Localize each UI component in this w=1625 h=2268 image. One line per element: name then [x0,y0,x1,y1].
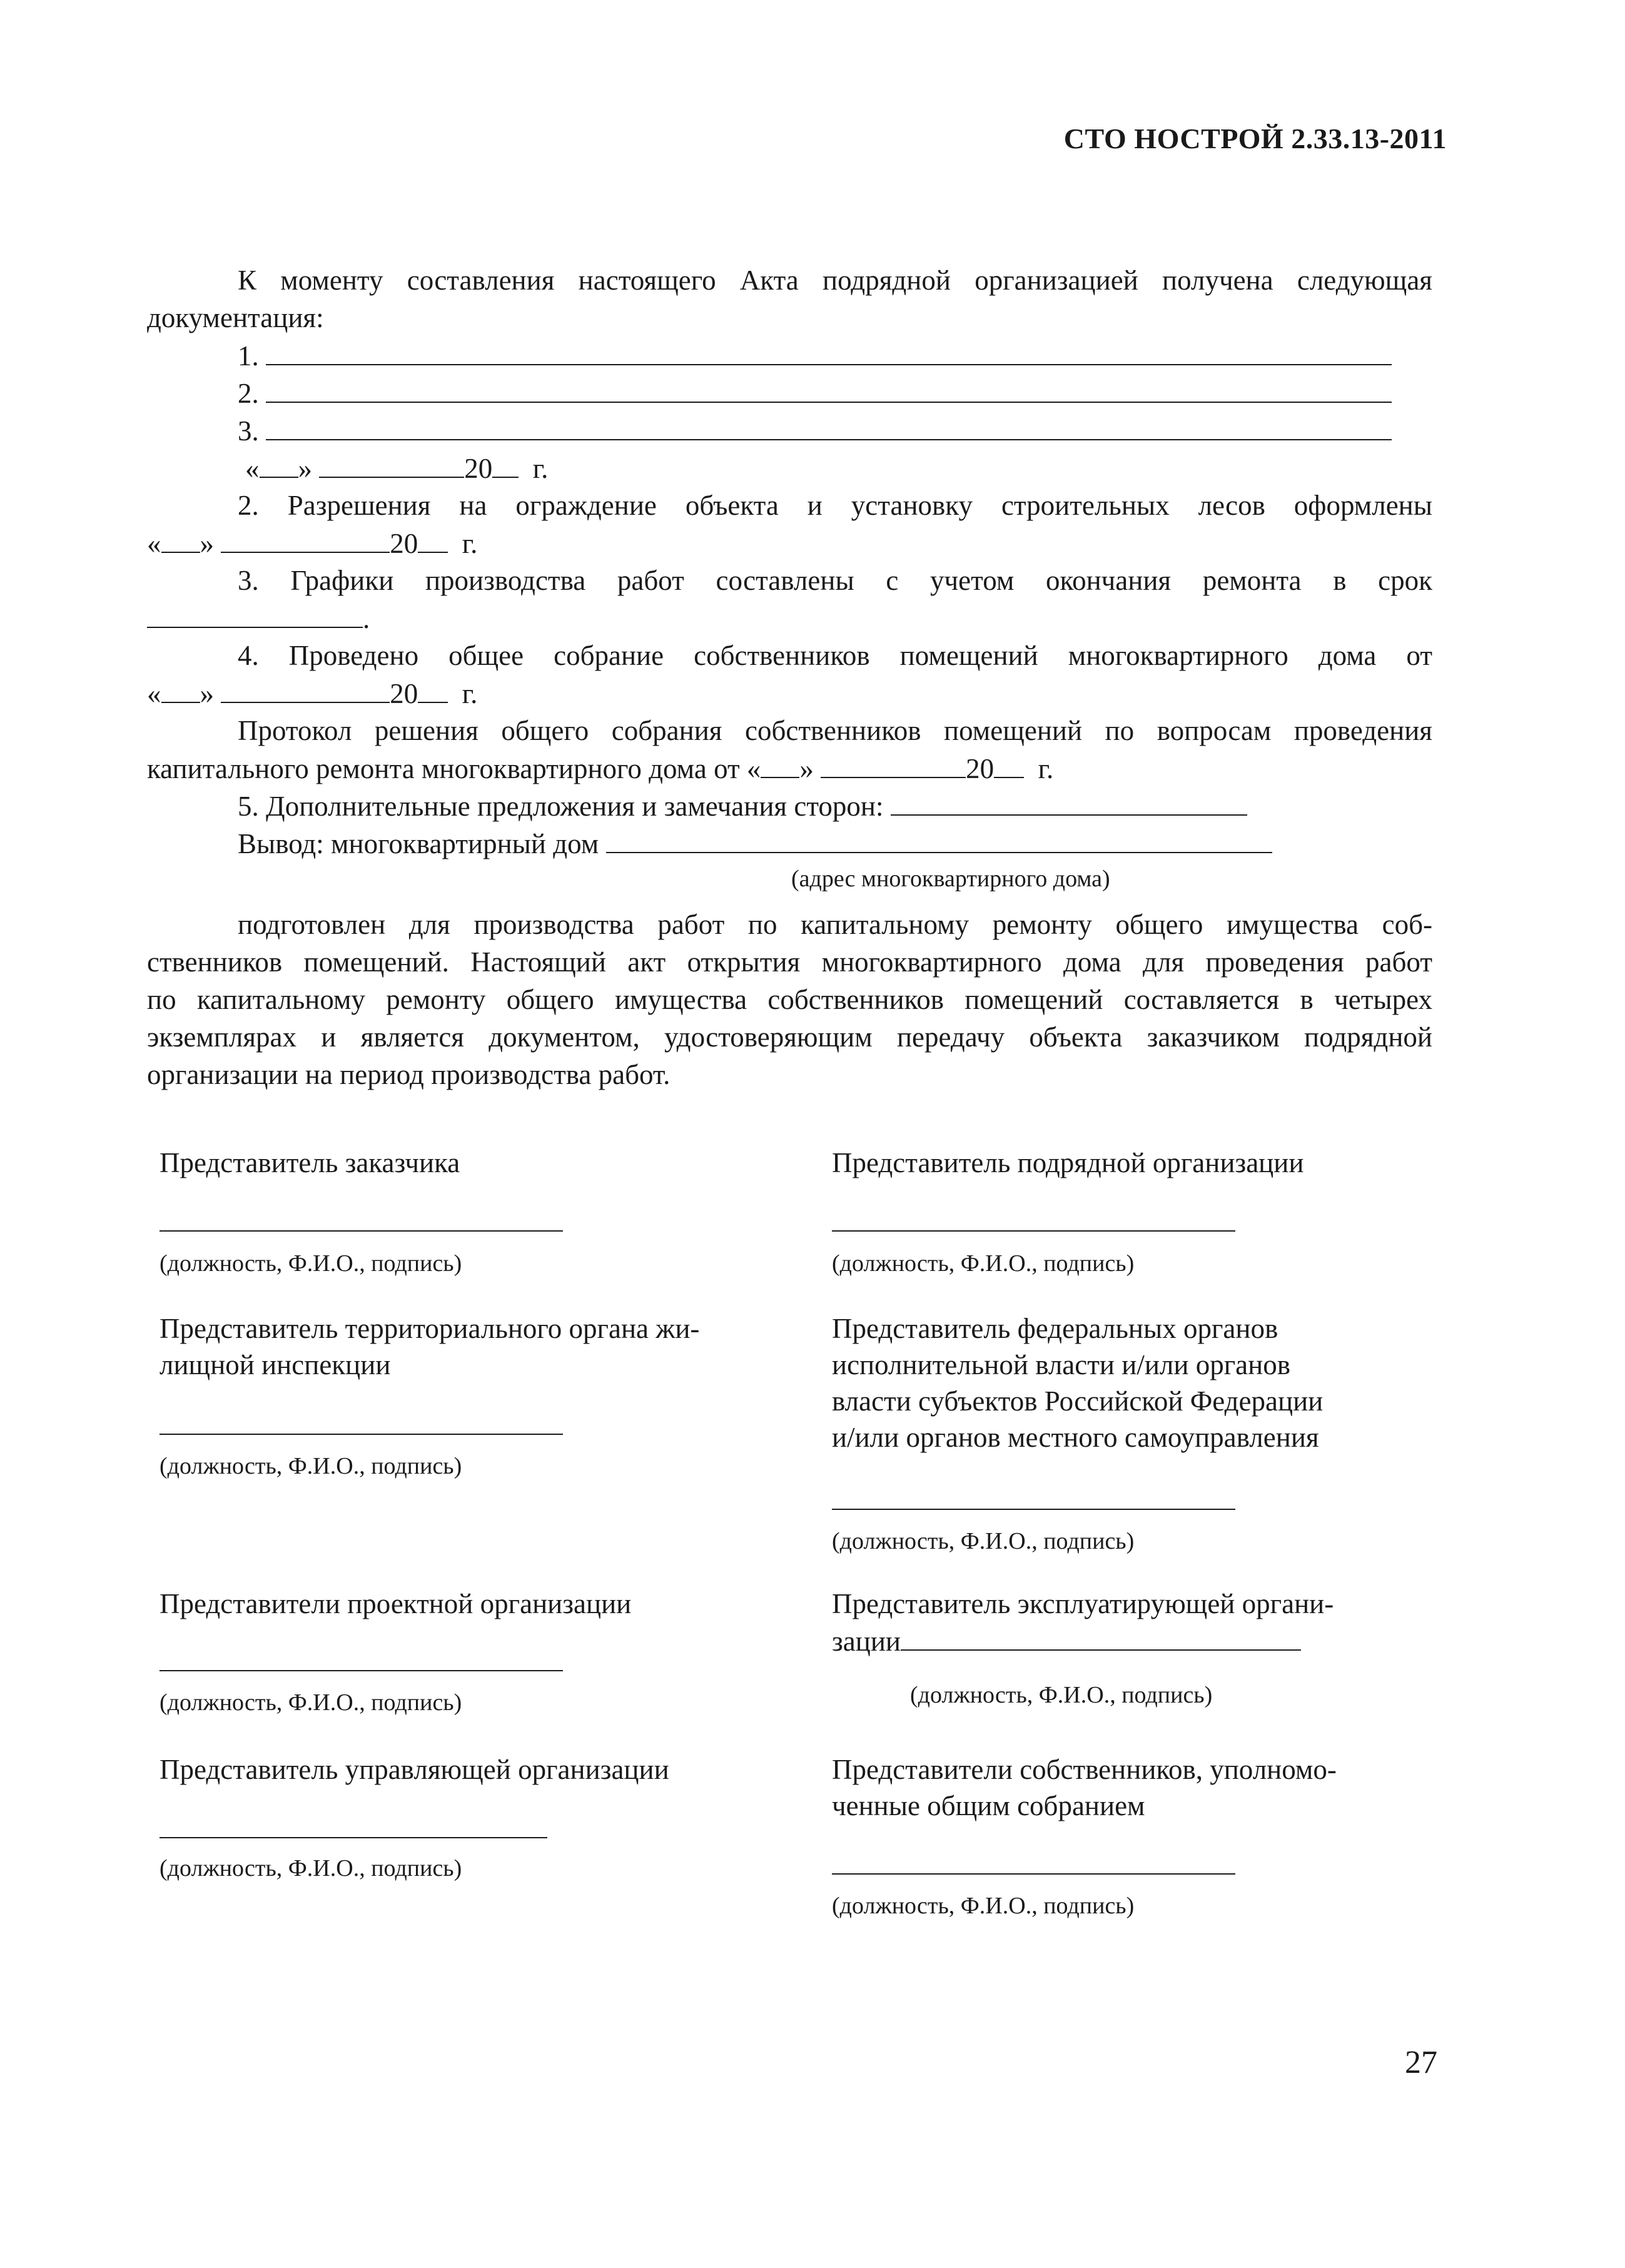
sig-operating-line-2-row [832,1622,1334,1659]
year-prefix: 20 [966,753,995,784]
doc-item-1 [238,337,1392,375]
remarks-blank[interactable] [891,787,1247,816]
sig-inspection-label [159,1310,699,1383]
year-blank[interactable] [994,749,1024,778]
sig-design-caption: (должность, Ф.И.О., подпись) [159,1689,462,1716]
protocol-text: капитального ремонта многоквартирного дома от [147,753,740,784]
sig-federal-label [832,1310,1323,1455]
protocol-line-2 [147,749,1053,787]
doc-item-blank[interactable] [266,374,1392,403]
year-prefix: 20 [390,528,418,559]
year-prefix: 20 [464,453,493,484]
sig-inspection-line-2: лищной инспекции [159,1349,391,1380]
month-blank[interactable] [821,749,966,778]
remarks-label: 5. Дополнительные предложения и замечания сторон: [238,791,884,822]
meeting-line-1: 4. Проведено общее собрание собственников помещений многоквартирного дома от [238,640,1432,671]
date-line-2 [147,524,477,562]
quote-close: » [200,678,214,709]
year-blank[interactable] [492,449,519,478]
quote-close: » [200,528,214,559]
day-blank[interactable] [161,524,200,553]
day-blank[interactable] [161,674,200,703]
sig-contractor-line[interactable] [832,1230,1235,1232]
quote-open: « [746,753,761,784]
sig-federal-line-1: Представитель федеральных органов [832,1313,1278,1344]
doc-item-2 [238,374,1392,412]
document-code-header: СТО НОСТРОЙ 2.33.13-2011 [1063,123,1447,154]
year-suffix: г. [532,453,549,484]
sig-owners-label [832,1751,1337,1824]
month-blank[interactable] [221,524,390,553]
schedule-line-2 [147,599,370,637]
remarks-line [238,787,1247,825]
quote-open: « [147,678,161,709]
protocol-line-1: Протокол решения общего собрания собственников помещений по вопросам проведения [238,715,1432,746]
doc-item-number: 3. [238,415,259,447]
address-caption: (адрес многоквартирного дома) [791,866,1110,892]
permits-line-1: 2. Разрешения на ограждение объекта и установку строительных лесов оформлены [238,490,1432,521]
sig-federal-caption: (должность, Ф.И.О., подпись) [832,1528,1135,1554]
sig-management-label: Представитель управляющей организации [159,1754,669,1785]
sig-customer-label: Представитель заказчика [159,1147,460,1178]
sig-federal-line[interactable] [832,1509,1235,1510]
quote-open: « [147,528,161,559]
quote-close: » [799,753,814,784]
period: . [363,603,370,634]
conclusion-text-4: экземплярах и является документом, удостоверяющим передачу объекта заказчиком подрядной [147,1021,1432,1053]
sig-federal-line-2: исполнительной власти и/или органов [832,1349,1290,1380]
sig-management-line[interactable] [159,1837,547,1838]
sig-customer-caption: (должность, Ф.И.О., подпись) [159,1250,462,1277]
month-blank[interactable] [221,674,390,703]
year-prefix: 20 [390,678,418,709]
sig-design-line[interactable] [159,1670,563,1671]
sig-inspection-line[interactable] [159,1434,563,1435]
sig-customer-line[interactable] [159,1230,563,1232]
quote-open: « [245,453,260,484]
deadline-blank[interactable] [147,599,363,628]
conclusion-label: Вывод: многоквартирный дом [238,828,599,859]
year-blank[interactable] [418,524,448,553]
year-suffix: г. [462,678,478,709]
doc-item-3 [238,412,1392,450]
doc-item-blank[interactable] [266,412,1392,440]
sig-operating-caption: (должность, Ф.И.О., подпись) [910,1682,1213,1708]
sig-inspection-line-1: Представитель территориального органа жи- [159,1313,700,1344]
sig-design-label: Представители проектной организации [159,1588,632,1619]
sig-inspection-caption: (должность, Ф.И.О., подпись) [159,1453,462,1479]
page-number: 27 [1405,2045,1437,2080]
sig-owners-line-2: ченные общим собранием [832,1790,1145,1821]
year-suffix: г. [1038,753,1054,784]
sig-owners-caption: (должность, Ф.И.О., подпись) [832,1893,1135,1919]
doc-item-number: 2. [238,378,259,409]
year-suffix: г. [462,528,478,559]
sig-federal-line-3: власти субъектов Российской Федерации [832,1385,1324,1417]
sig-federal-line-4: и/или органов местного самоуправления [832,1422,1319,1453]
month-blank[interactable] [319,449,464,478]
day-blank[interactable] [761,749,799,778]
day-blank[interactable] [260,449,298,478]
conclusion-line [238,824,1272,863]
schedule-line-1: 3. Графики производства работ составлены с учетом окончания ремонта в срок [238,565,1432,596]
conclusion-text-3: по капитальному ремонту общего имущества собственников помещений составляется в четырех [147,984,1432,1015]
intro-line-1: К моменту составления настоящего Акта подрядной организацией получена следующая [238,265,1432,296]
date-line-4 [147,674,477,712]
sig-operating-label [832,1586,1334,1659]
sig-owners-line[interactable] [832,1873,1235,1875]
date-line-1 [245,449,548,487]
conclusion-text-5: организации на период производства работ. [147,1059,671,1090]
conclusion-text-1: подготовлен для производства работ по капитальному ремонту общего имущества соб- [238,909,1432,940]
doc-item-blank[interactable] [266,337,1392,365]
quote-close: » [298,453,312,484]
doc-item-number: 1. [238,340,259,372]
year-blank[interactable] [418,674,448,703]
sig-operating-line-1: Представитель эксплуатирующей органи- [832,1588,1334,1619]
address-blank[interactable] [606,824,1272,853]
sig-operating-line-2: зации [832,1626,901,1657]
sig-contractor-label: Представитель подрядной организации [832,1147,1304,1178]
sig-contractor-caption: (должность, Ф.И.О., подпись) [832,1250,1135,1277]
conclusion-text-2: ственников помещений. Настоящий акт открытия многоквартирного дома для проведения работ [147,946,1432,978]
sig-management-caption: (должность, Ф.И.О., подпись) [159,1855,462,1881]
intro-line-2: документация: [147,302,324,333]
sig-operating-line[interactable] [901,1622,1301,1651]
sig-owners-line-1: Представители собственников, уполномо- [832,1754,1337,1785]
